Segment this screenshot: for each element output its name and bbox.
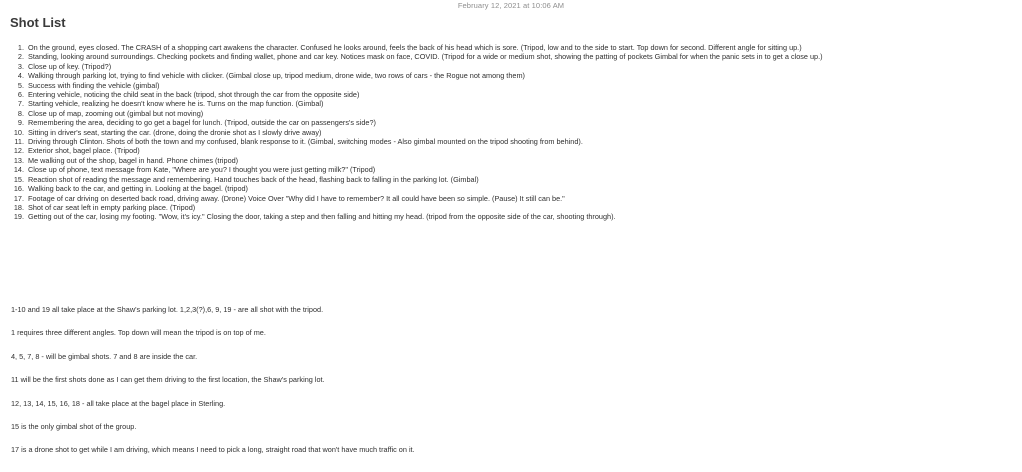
notes-section[interactable] <box>11 305 1011 469</box>
list-item-text: Driving through Clinton. Shots of both the town and my confused, blank response to it. (Gimbal, switching modes - Also gimbal mounted on the tripod shooting from behind). <box>28 137 583 147</box>
list-item-number: 4. <box>17 71 24 81</box>
list-item-number: 10. <box>13 127 24 137</box>
list-item[interactable] <box>11 128 1013 137</box>
list-item-number: 16. <box>13 184 24 194</box>
list-item-number: 19. <box>13 212 24 222</box>
list-item-text: Starting vehicle, realizing he doesn't know where he is. Turns on the map function. (Gimbal) <box>28 99 324 109</box>
list-item-text: Remembering the area, deciding to go get a bagel for lunch. (Tripod, outside the car on passengers's side?) <box>28 118 376 128</box>
note-paragraph[interactable]: 1 requires three different angles. Top down will mean the tripod is on top of me. <box>11 328 266 338</box>
list-item[interactable] <box>11 156 1013 165</box>
list-item-number: 14. <box>13 165 24 175</box>
list-item-text: Getting out of the car, losing my footing. "Wow, it's icy." Closing the door, taking a step and then falling and hitting my head. (tripod from the opposite side of the car, shooting through). <box>28 212 616 222</box>
list-item[interactable] <box>11 109 1013 118</box>
list-item-number: 3. <box>17 61 24 71</box>
list-item-text: Close up of key. (Tripod?) <box>28 61 112 71</box>
list-item-number: 7. <box>17 99 24 109</box>
note-paragraph[interactable]: 12, 13, 14, 15, 16, 18 - all take place at the bagel place in Sterling. <box>11 398 226 408</box>
list-item[interactable] <box>11 146 1013 155</box>
list-item-number: 5. <box>17 80 24 90</box>
list-item[interactable] <box>11 137 1013 146</box>
list-item-text: Shot of car seat left in empty parking place. (Tripod) <box>28 202 196 212</box>
shot-list[interactable] <box>11 43 1013 222</box>
note-title[interactable]: Shot List <box>10 15 66 30</box>
list-item-number: 6. <box>17 90 24 100</box>
list-item-text: Sitting in driver's seat, starting the car. (drone, doing the dronie shot as I slowly drive away) <box>28 127 322 137</box>
list-item-number: 1. <box>17 43 24 52</box>
list-item-number: 2. <box>17 52 24 62</box>
list-item[interactable] <box>11 52 1013 61</box>
list-item-text: Success with finding the vehicle (gimbal) <box>28 80 160 90</box>
list-item-number: 17. <box>13 193 24 203</box>
list-item[interactable] <box>11 99 1013 108</box>
note-paragraph[interactable]: 15 is the only gimbal shot of the group. <box>11 421 137 431</box>
note-timestamp: February 12, 2021 at 10:06 AM <box>457 1 565 10</box>
list-item-number: 11. <box>14 137 24 147</box>
list-item-text: Walking through parking lot, trying to find vehicle with clicker. (Gimbal close up, tripod medium, drone wide, two rows of cars - the Rogue not among them) <box>28 71 525 81</box>
list-item-text: Close up of phone, text message from Kate, "Where are you? I thought you were just getting milk?" (Tripod) <box>28 165 376 175</box>
list-item-number: 15. <box>13 174 24 184</box>
list-item-text: Standing, looking around surroundings. Checking pockets and finding wallet, phone and car key. Notices mask on face, COVID. (Tripod for a wide or medium shot, showing the patting of pockets Gimbal for when the panic sets in to get a close up.) <box>28 52 823 62</box>
list-item[interactable] <box>11 43 1013 52</box>
list-item[interactable] <box>11 184 1013 193</box>
list-item[interactable] <box>11 175 1013 184</box>
list-item-text: Reaction shot of reading the message and remembering. Hand touches back of the head, flashing back to falling in the parking lot. (Gimbal) <box>28 174 479 184</box>
list-item-number: 18. <box>13 202 24 212</box>
list-item[interactable] <box>11 81 1013 90</box>
list-item[interactable] <box>11 62 1013 71</box>
list-item-number: 9. <box>17 118 24 128</box>
list-item-text: Me walking out of the shop, bagel in hand. Phone chimes (tripod) <box>28 155 239 165</box>
note-paragraph[interactable]: 1-10 and 19 all take place at the Shaw's parking lot. 1,2,3(?),6, 9, 19 - are all shot with the tripod. <box>11 305 324 314</box>
list-item-text: Close up of map, zooming out (gimbal but not moving) <box>28 108 204 118</box>
list-item-number: 13. <box>13 155 24 165</box>
note-paragraph[interactable]: 17 is a drone shot to get while I am driving, which means I need to pick a long, straight road that won't have much traffic on it. <box>11 445 415 455</box>
note-paragraph[interactable]: 11 will be the first shots done as I can get them driving to the first location, the Shaw's parking lot. <box>11 375 325 385</box>
note-paragraph[interactable]: 4, 5, 7, 8 - will be gimbal shots. 7 and 8 are inside the car. <box>11 351 198 361</box>
list-item-text: Exterior shot, bagel place. (Tripod) <box>28 146 140 156</box>
list-item[interactable] <box>11 90 1013 99</box>
list-item[interactable] <box>11 71 1013 80</box>
list-item-number: 8. <box>17 108 24 118</box>
list-item[interactable] <box>11 118 1013 127</box>
list-item[interactable] <box>11 194 1013 203</box>
list-item-text: On the ground, eyes closed. The CRASH of a shopping cart awakens the character. Confused he looks around, feels the back of his head which is sore. (Tripod, low and to the side to start. Top down for second. Different angle for sitting up.) <box>28 43 802 52</box>
list-item[interactable] <box>11 212 1013 221</box>
list-item[interactable] <box>11 165 1013 174</box>
list-item[interactable] <box>11 203 1013 212</box>
list-item-text: Entering vehicle, noticing the child seat in the back (tripod, shot through the car from the opposite side) <box>28 90 360 100</box>
list-item-text: Walking back to the car, and getting in. Looking at the bagel. (tripod) <box>28 184 248 194</box>
list-item-number: 12. <box>13 146 24 156</box>
list-item-text: Footage of car driving on deserted back road, driving away. (Drone) Voice Over "Why did I have to remember? It all could have been so simple. (Pause) It still can be." <box>28 193 565 203</box>
